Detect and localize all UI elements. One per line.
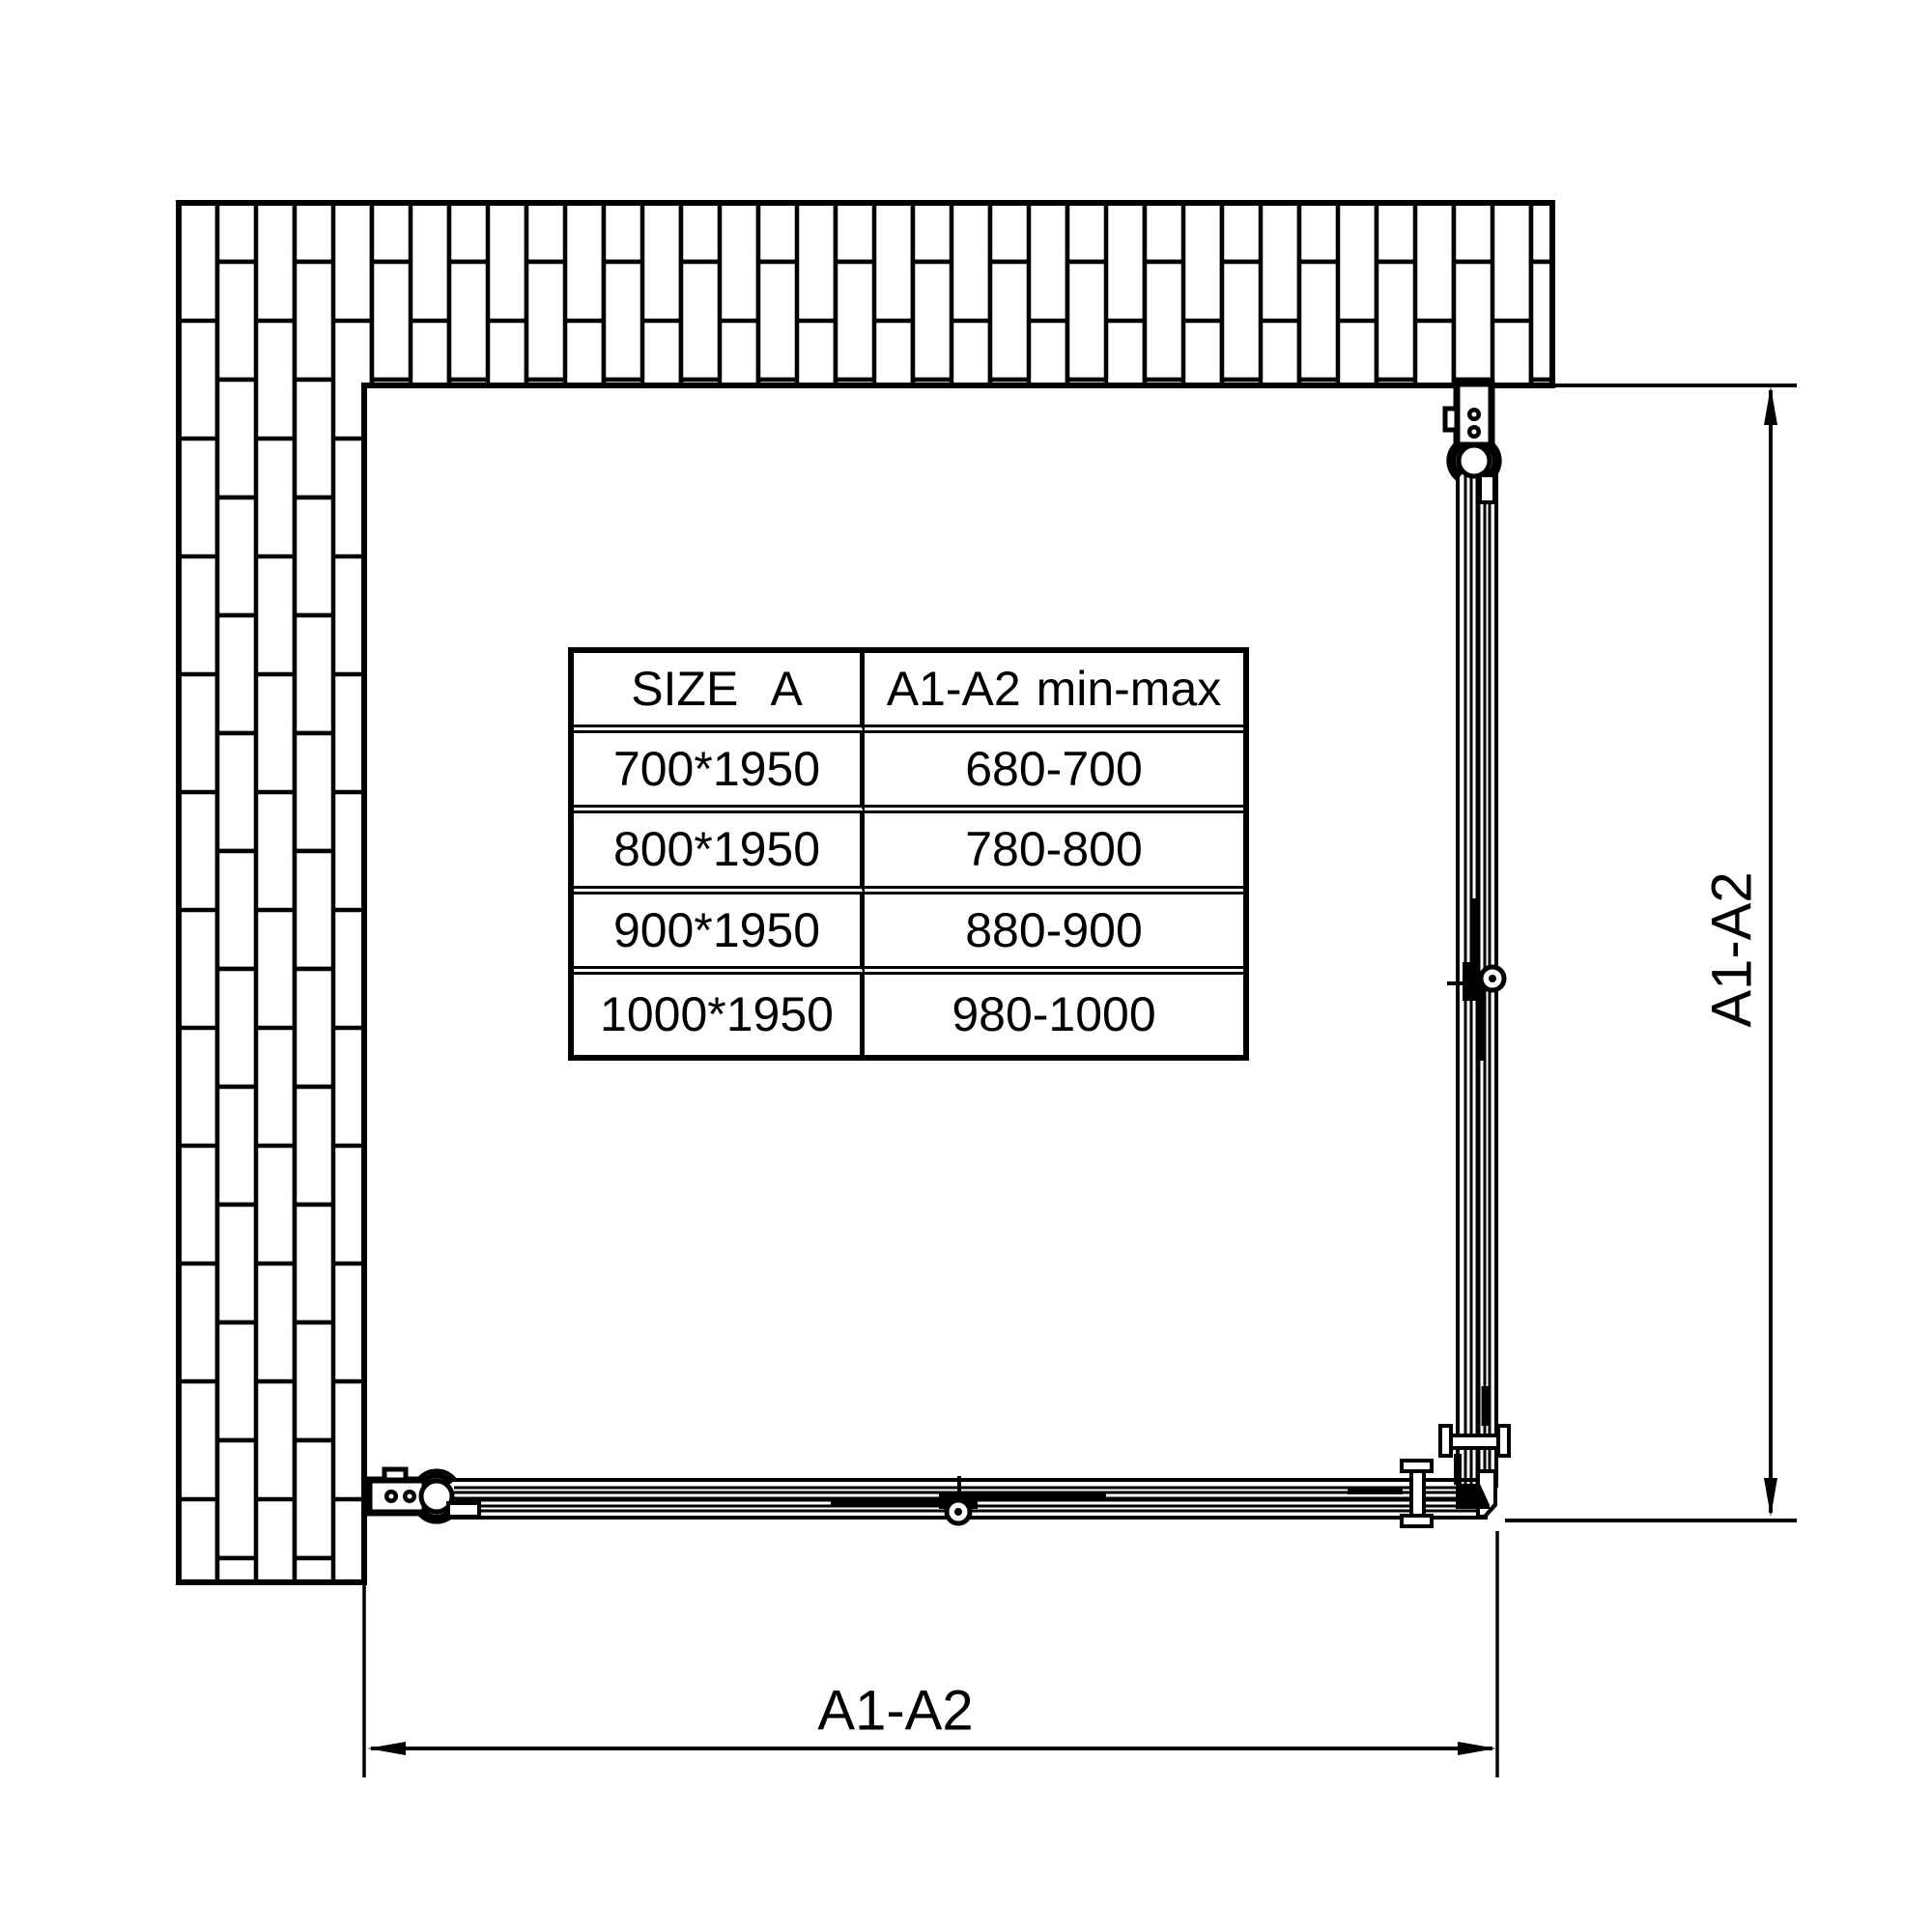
left-wall-bracket [369, 1469, 479, 1520]
table-cell-size-1: 800*1950 [574, 813, 865, 894]
size-table [568, 647, 1249, 1061]
right-dimension-label: A1-A2 [1700, 871, 1764, 1028]
vertical-frame-clamp [1440, 1426, 1509, 1456]
table-cell-range-1: 780-800 [865, 813, 1243, 894]
door-frame-vertical [1440, 384, 1509, 1488]
table-cell-range-3: 980-1000 [952, 987, 1156, 1042]
table-cell-size-2: 900*1950 [574, 895, 865, 975]
table-header-size: SIZE A [574, 653, 865, 733]
table-cell-range-0: 680-700 [865, 733, 1243, 813]
door-frame-horizontal [369, 1461, 1488, 1526]
table-header-range: A1-A2 min-max [865, 653, 1243, 733]
table-cell-size-0: 700*1950 [574, 733, 865, 813]
table-cell-range-2: 880-900 [865, 895, 1243, 975]
bottom-dimension-label: A1-A2 [817, 1679, 974, 1743]
table-cell-size-3: 1000*1950 [574, 975, 865, 1055]
